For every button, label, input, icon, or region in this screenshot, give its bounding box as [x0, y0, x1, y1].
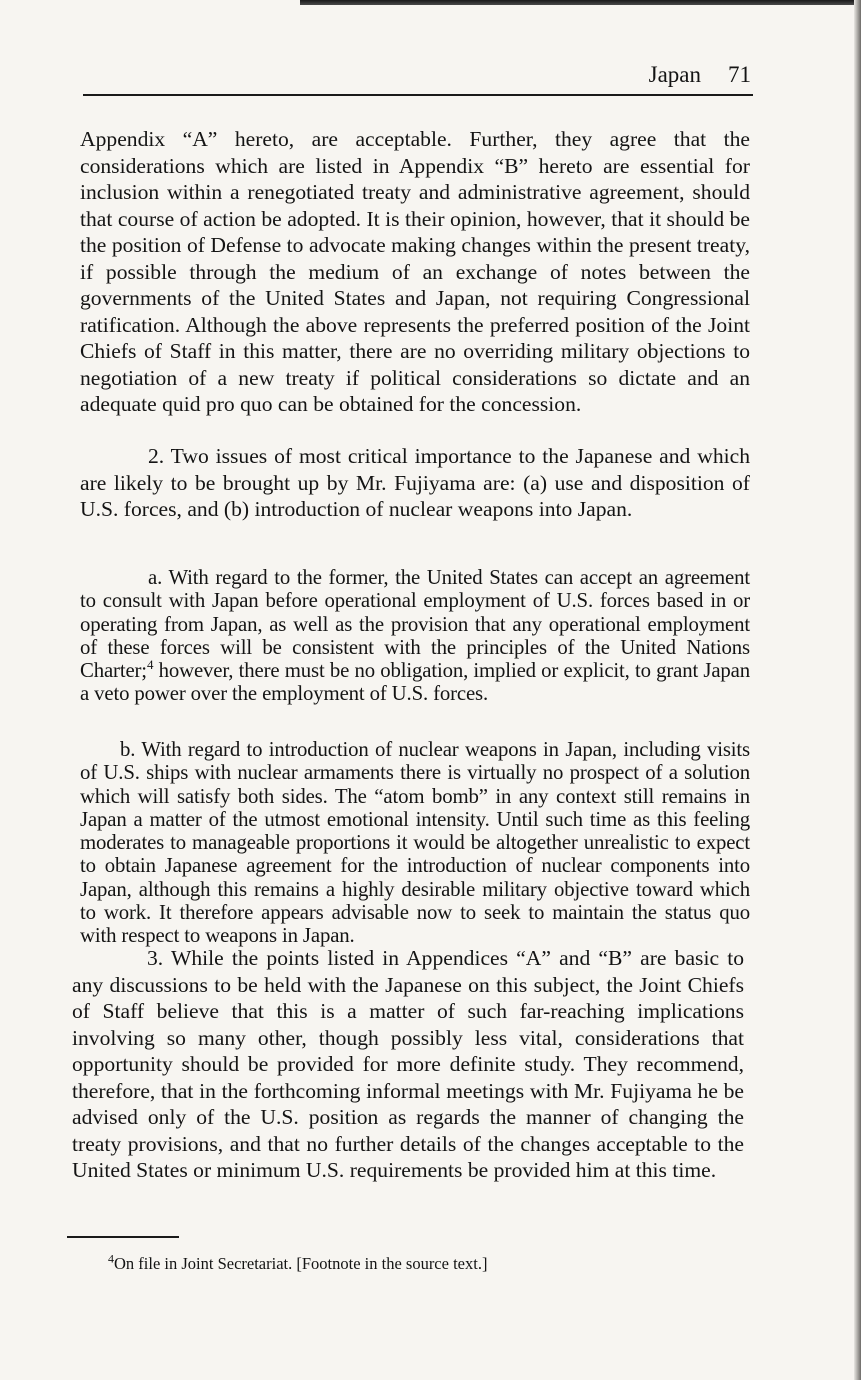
page-number: 71 [728, 62, 751, 87]
footnote-reference[interactable]: 4 [146, 657, 154, 673]
footnote [108, 1251, 488, 1274]
paragraph-3: 3. While the points listed in Appendices “A” and “B” are basic to any discussions to be held with the Japanese on this subject, the Joint Chiefs of Staff believe that this is a matter of such far-reaching implications involving so many other, though possibly less vital, considerations that opportunity should be provided for more definite study. They recommend, therefore, that in the forthcoming informal meetings with Mr. Fujiyama he be advised only of the U.S. position as regards the manner of changing the treaty provisions, and that no further details of the changes acceptable to the United States or minimum U.S. requirements be provided him at this time. [72, 946, 744, 1182]
paragraph-2b: b. With regard to introduction of nuclear weapons in Japan, including visits of U.S. ships with nuclear armaments there is virtually no prospect of a solution which will satisfy both sides. The “atom bomb” in any context still remains in Japan a matter of the utmost emotional intensity. Until such time as this feeling moderates to manageable proportions it would be altogether unrealistic to expect to obtain Japanese agreement for the introduction of nuclear components into Japan, although this remains a highly desirable military objective toward which to work. It therefore appears advisable now to seek to maintain the status quo with respect to weapons in Japan. [80, 738, 750, 948]
paragraph-2a [80, 566, 750, 706]
scan-edge-right [854, 0, 861, 1380]
scan-edge-top [300, 0, 861, 5]
running-head-title: Japan [648, 62, 701, 87]
paragraph-2a-text: a. With regard to the former, the United States can accept an agreement to consult with Japan before operational employment of U.S. forces based in or operating from Japan, as well as the provision that any operational employment of these forces will be consistent with the principles of the United Nations Charter; [80, 566, 750, 683]
footnote-text: On file in Joint Secretariat. [Footnote in the source text.] [114, 1254, 488, 1273]
footnote-mark: 4 [108, 1251, 114, 1266]
paragraph-2: 2. Two issues of most critical importance to the Japanese and which are likely to be brought up by Mr. Fujiyama are: (a) use and disposition of U.S. forces, and (b) introduction of nuclear weapons into Japan. [80, 444, 750, 521]
footnote-divider [67, 1236, 179, 1238]
running-head [83, 58, 753, 96]
paragraph-2a-text-cont: however, there must be no obligation, implied or explicit, to grant Japan a veto power over the employment of U.S. forces. [80, 659, 750, 706]
paragraph-continuation: Appendix “A” hereto, are acceptable. Further, they agree that the considerations which are listed in Appendix “B” hereto are essential for inclusion within a renegotiated treaty and administrative agreement, should that course of action be adopted. It is their opinion, however, that it should be the position of Defense to advocate making changes within the present treaty, if possible through the medium of an exchange of notes between the governments of the United States and Japan, not requiring Congressional ratification. Although the above represents the preferred position of the Joint Chiefs of Staff in this matter, there are no overriding military objections to negotiation of a new treaty if political considerations so dictate and an adequate quid pro quo can be obtained for the concession. [80, 127, 750, 416]
